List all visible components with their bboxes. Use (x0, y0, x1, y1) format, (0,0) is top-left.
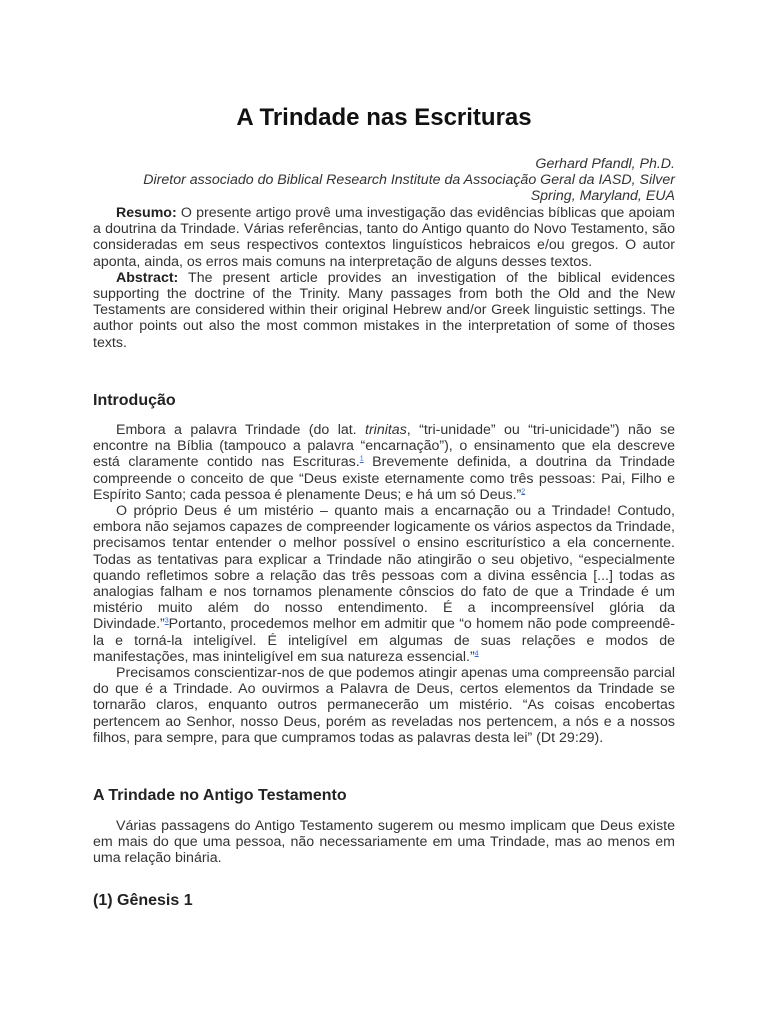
intro-block (93, 422, 675, 746)
intro-p2-text-a: O próprio Deus é um mistério – quanto mais a encarnação ou a Trindade! Contudo, embora não sejamos capazes de compreender logicamente os vários aspectos da Trindade, precisamos tentar entender o melhor possível o ensino escriturístico a ela concernente. Todas as tentativas para explicar a Trindade não atingirão o seu objetivo, “especialmente quando refletimos sobre a relação das três pessoas com a divina essência [...] todas as analogias falham e nos tornamos plenamente cônscios do fato de que a Trindade é um mistério muito além do nosso entendimento. É a incompreensível glória da Divindade.” (93, 503, 675, 633)
intro-paragraph-3: Precisamos conscientizar-nos de que podemos atingir apenas uma compreensão parcial do que é a Trindade. Ao ouvirmos a Palavra de Deus, certos elementos da Trindade se tornarão claros, enquanto outros permanecerão um mistério. “As coisas encobertas pertencem ao Senhor, nosso Deus, porém as reveladas nos pertencem, a nós e a nossos filhos, para sempre, para que cumpramos todas as palavras desta lei” (Dt 29:29). (93, 665, 675, 746)
section-heading-introducao: Introdução (93, 392, 176, 409)
abstract-paragraph (93, 270, 675, 351)
author-block (93, 156, 675, 205)
section-heading-antigo-testamento: A Trindade no Antigo Testamento (93, 787, 347, 804)
abstract-text: The present article provides an investigation of the biblical evidences supporting the doctrine of the Trinity. Many passages from both the Old and the New Testaments are considered within their original Hebrew and/or Greek linguistic settings. The author points out also the most common mistakes in the interpretation of some of thoses texts. (93, 269, 675, 351)
author-affiliation-line1: Diretor associado do Biblical Research Institute da Associação Geral da IASD, Silver (143, 172, 675, 189)
intro-paragraph-2 (93, 503, 675, 665)
footnote-link-2[interactable]: 2 (521, 488, 526, 496)
footnote-link-4[interactable]: 4 (474, 650, 479, 658)
summary-block (93, 205, 675, 351)
intro-p1-italic: trinitas (365, 422, 407, 438)
intro-p1-text-a: Embora a palavra Trindade (do lat. (116, 422, 365, 438)
page-title: A Trindade nas Escrituras (236, 104, 532, 131)
footnote-link-1[interactable]: 1 (359, 455, 364, 463)
intro-p1-text-c: Brevemente definida, a doutrina da Trindade compreende o conceito de que “Deus existe eternamente como três pessoas: Pai, Filho e Espírito Santo; cada pessoa é plenamente Deus; e há um só Deus.” (93, 454, 675, 503)
author-name: Gerhard Pfandl, Ph.D. (535, 156, 675, 172)
resumo-text: O presente artigo provê uma investigação das evidências bíblicas que apoiam a doutrina da Trindade. Várias referências, tanto do Antigo quanto do Novo Testamento, são consideradas em seus respectivos contextos linguísticos hebraicos e/ou gregos. O autor aponta, ainda, os erros mais comuns na interpretação de alguns desses textos. (93, 205, 675, 270)
resumo-label: Resumo: (116, 205, 177, 221)
resumo-paragraph (93, 205, 675, 270)
footnote-link-3[interactable]: 3 (164, 617, 169, 625)
ot-block (93, 818, 675, 867)
abstract-label: Abstract: (116, 269, 179, 286)
intro-p2-text-b: Portanto, procedemos melhor em admitir que “o homem não pode compreendê-la e torná-la inteligível. É inteligível em algumas de suas relações e modos de manifestações, mas ininteligível em sua natureza essencial.” (93, 616, 675, 665)
author-affiliation-line2: Spring, Maryland, EUA (530, 188, 675, 205)
ot-paragraph-1: Várias passagens do Antigo Testamento sugerem ou mesmo implicam que Deus existe em mais do que uma pessoa, não necessariamente em uma Trindade, mas ao menos em uma relação binária. (93, 818, 675, 867)
intro-paragraph-1 (93, 422, 675, 503)
section-heading-genesis-1: (1) Gênesis 1 (93, 892, 193, 909)
intro-p1-text-b: , “tri-unidade” ou “tri-unicidade”) não se encontre na Bíblia (tampouco a palavra “encarnação”), o ensinamento que ela descreve está claramente contido nas Escrituras. (93, 422, 675, 471)
